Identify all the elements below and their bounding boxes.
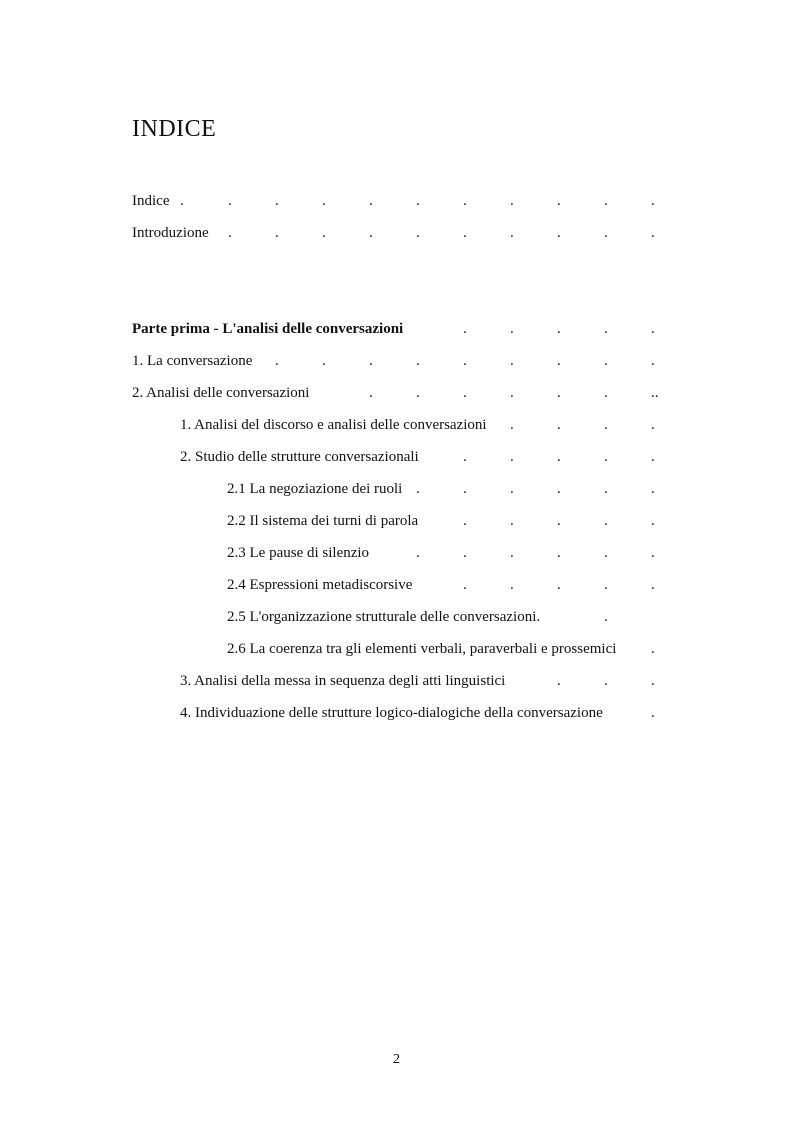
- leader-dot: .: [180, 193, 184, 209]
- toc-entry: 2. Analisi delle conversazioni: [132, 385, 310, 401]
- toc-entry: 1. La conversazione: [132, 353, 253, 369]
- leader-dot: .: [463, 225, 467, 241]
- leader-dot: .: [322, 193, 326, 209]
- leader-dot: .: [510, 513, 514, 529]
- leader-dot: .: [557, 321, 561, 337]
- toc-entry: 1. Analisi del discorso e analisi delle conversazioni: [180, 417, 487, 433]
- leader-dot: .: [463, 481, 467, 497]
- leader-dot: ..: [651, 385, 659, 401]
- toc-entry: 2. Studio delle strutture conversazionali: [180, 449, 419, 465]
- leader-dot: .: [369, 385, 373, 401]
- leader-dot: .: [416, 481, 420, 497]
- leader-dot: .: [604, 609, 608, 625]
- leader-dot: .: [604, 385, 608, 401]
- leader-dot: .: [510, 321, 514, 337]
- leader-dot: .: [604, 545, 608, 561]
- toc-entry: 2.4 Espressioni metadiscorsive: [227, 577, 413, 593]
- leader-dot: .: [651, 513, 655, 529]
- leader-dot: .: [463, 577, 467, 593]
- leader-dot: .: [651, 193, 655, 209]
- toc-entry: 2.2 Il sistema dei turni di parola: [227, 513, 419, 529]
- leader-dot: .: [510, 225, 514, 241]
- leader-dot: .: [604, 353, 608, 369]
- leader-dot: .: [604, 417, 608, 433]
- leader-dot: .: [651, 673, 655, 689]
- leader-dot: .: [228, 193, 232, 209]
- leader-dot: .: [557, 353, 561, 369]
- leader-dot: .: [463, 193, 467, 209]
- leader-dot: .: [510, 193, 514, 209]
- leader-dot: .: [557, 577, 561, 593]
- leader-dot: .: [416, 225, 420, 241]
- leader-dot: .: [369, 193, 373, 209]
- toc-entry: Parte prima - L'analisi delle conversazioni: [132, 321, 404, 337]
- leader-dot: .: [228, 225, 232, 241]
- leader-dot: .: [651, 481, 655, 497]
- leader-dot: .: [510, 545, 514, 561]
- leader-dot: .: [463, 513, 467, 529]
- leader-dot: .: [604, 321, 608, 337]
- leader-dot: .: [604, 481, 608, 497]
- leader-dot: .: [651, 353, 655, 369]
- leader-dot: .: [604, 225, 608, 241]
- page-number: 2: [393, 1052, 400, 1067]
- leader-dot: .: [557, 481, 561, 497]
- toc-entry: 4. Individuazione delle strutture logico-dialogiche della conversazione: [180, 705, 603, 721]
- leader-dot: .: [510, 449, 514, 465]
- leader-dot: .: [369, 225, 373, 241]
- leader-dot: .: [651, 449, 655, 465]
- leader-dot: .: [510, 577, 514, 593]
- toc-entry: Introduzione: [132, 225, 209, 241]
- leader-dot: .: [416, 545, 420, 561]
- toc-entry: 2.6 La coerenza tra gli elementi verbali, paraverbali e prossemici: [227, 641, 617, 657]
- leader-dot: .: [604, 577, 608, 593]
- leader-dot: .: [557, 225, 561, 241]
- leader-dot: .: [275, 225, 279, 241]
- toc-entry: 2.5 L'organizzazione strutturale delle conversazioni.: [227, 609, 541, 625]
- leader-dot: .: [463, 321, 467, 337]
- leader-dot: .: [557, 417, 561, 433]
- leader-dot: .: [557, 673, 561, 689]
- leader-dot: .: [416, 385, 420, 401]
- leader-dot: .: [510, 353, 514, 369]
- leader-dot: .: [604, 673, 608, 689]
- leader-dot: .: [651, 577, 655, 593]
- leader-dot: .: [322, 225, 326, 241]
- toc-entry: 3. Analisi della messa in sequenza degli atti linguistici: [180, 673, 506, 689]
- leader-dot: .: [275, 353, 279, 369]
- leader-dot: .: [651, 641, 655, 657]
- leader-dot: .: [604, 449, 608, 465]
- leader-dot: .: [463, 385, 467, 401]
- leader-dot: .: [557, 545, 561, 561]
- leader-dot: .: [651, 417, 655, 433]
- leader-dot: .: [510, 481, 514, 497]
- leader-dot: .: [651, 545, 655, 561]
- toc-entry: 2.3 Le pause di silenzio: [227, 545, 370, 561]
- leader-dot: .: [604, 193, 608, 209]
- leader-dot: .: [557, 385, 561, 401]
- toc-entry: 2.1 La negoziazione dei ruoli: [227, 481, 403, 497]
- leader-dot: .: [463, 449, 467, 465]
- leader-dot: .: [322, 353, 326, 369]
- leader-dot: .: [510, 417, 514, 433]
- leader-dot: .: [416, 353, 420, 369]
- leader-dot: .: [369, 353, 373, 369]
- toc-entry: Indice: [132, 193, 170, 209]
- leader-dot: .: [604, 513, 608, 529]
- leader-dot: .: [557, 193, 561, 209]
- leader-dot: .: [651, 225, 655, 241]
- leader-dot: .: [557, 449, 561, 465]
- page-title: INDICE: [132, 116, 217, 142]
- leader-dot: .: [275, 193, 279, 209]
- leader-dot: .: [463, 353, 467, 369]
- leader-dot: .: [651, 705, 655, 721]
- leader-dot: .: [416, 193, 420, 209]
- leader-dot: .: [557, 513, 561, 529]
- leader-dot: .: [651, 321, 655, 337]
- leader-dot: .: [463, 545, 467, 561]
- leader-dot: .: [510, 385, 514, 401]
